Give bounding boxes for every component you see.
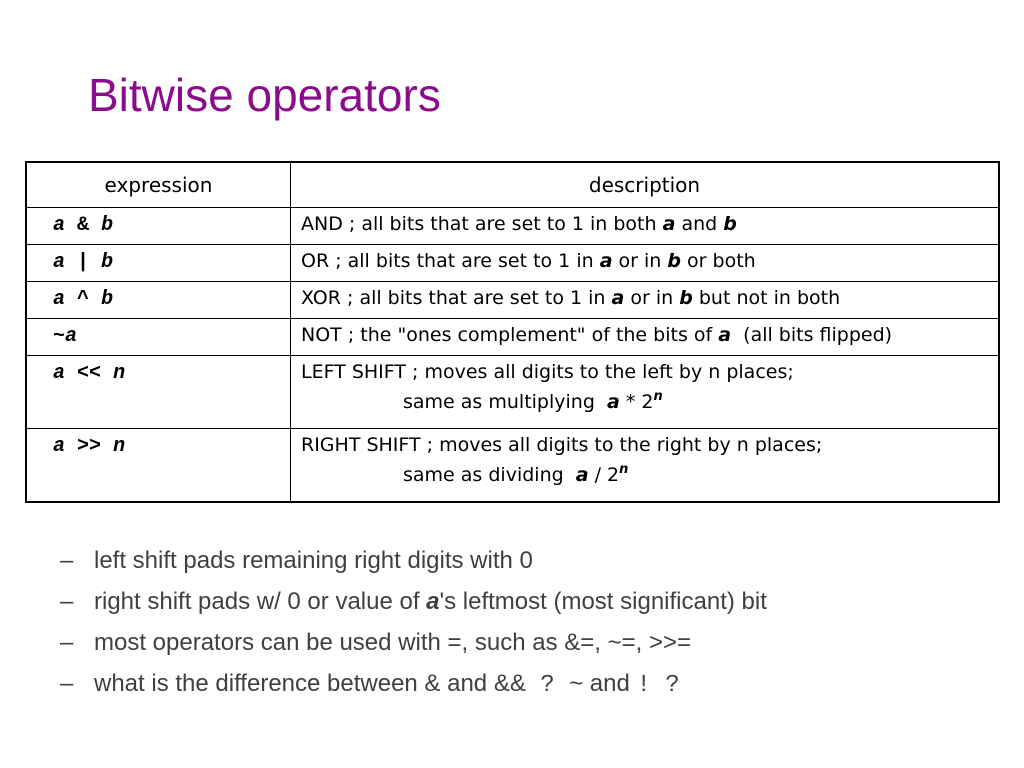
table-row: [26, 245, 999, 282]
page-title: Bitwise operators: [88, 69, 441, 121]
list-item: – most operators can be used with =, such as &=, ~=, >>=: [60, 629, 692, 656]
description-cell: AND ; all bits that are set to 1 in both a and b: [291, 208, 1000, 245]
expression-cell: a >> n: [26, 429, 291, 503]
operators-table: [25, 161, 1000, 503]
expression-cell: a ^ b: [26, 282, 291, 319]
description-cell: RIGHT SHIFT ; moves all digits to the right by n places; same as dividing a / 2$^n$: [291, 429, 1000, 503]
header-description: description: [291, 162, 1000, 208]
expression-cell: a | b: [26, 245, 291, 282]
table-row: [26, 356, 999, 429]
table-row: [26, 208, 999, 245]
description-cell: NOT ; the "ones complement" of the bits of a (all bits flipped): [291, 319, 1000, 356]
list-item: – left shift pads remaining right digits with 0: [60, 547, 533, 574]
expression-cell: a & b: [26, 208, 291, 245]
expression-cell: ~a: [26, 319, 291, 356]
table-row: [26, 319, 999, 356]
table-header-row: [26, 162, 999, 208]
description-cell: OR ; all bits that are set to 1 in a or in b or both: [291, 245, 1000, 282]
list-item: – right shift pads w/ 0 or value of a's leftmost (most significant) bit: [60, 588, 767, 615]
description-cell: XOR ; all bits that are set to 1 in a or in b but not in both: [291, 282, 1000, 319]
table-row: [26, 429, 999, 503]
table-row: [26, 282, 999, 319]
list-item: – what is the difference between & and && ? ~ and ! ?: [60, 670, 680, 699]
header-expression: expression: [26, 162, 291, 208]
notes-list: [60, 540, 767, 704]
description-cell: LEFT SHIFT ; moves all digits to the left by n places; same as multiplying a * 2$^n$: [291, 356, 1000, 429]
expression-cell: a << n: [26, 356, 291, 429]
